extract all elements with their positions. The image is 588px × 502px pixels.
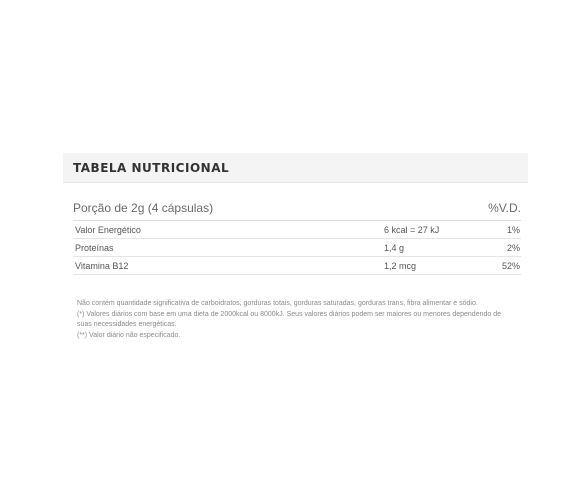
nutrient-amount: 1,2 mcg <box>384 260 417 271</box>
table-row <box>73 257 521 275</box>
table-row <box>73 221 521 239</box>
nutrient-vd: 1% <box>506 224 520 235</box>
nutrient-vd: 52% <box>501 260 520 271</box>
nutrient-amount: 1,4 g <box>384 242 405 253</box>
nutrition-table <box>73 197 521 275</box>
nutrient-amount: 6 kcal = 27 kJ <box>384 224 440 235</box>
nutrient-name: Proteínas <box>75 242 114 253</box>
table-row <box>73 239 521 257</box>
nutrient-vd: 2% <box>506 242 520 253</box>
portion-label: Porção de 2g (4 cápsulas) <box>73 201 214 215</box>
portion-row <box>73 197 521 221</box>
nutrient-name: Vitamina B12 <box>75 260 129 271</box>
footnote: (*) Valores diários com base em uma dieta de 2000kcal ou 8000kJ. Seus valores diários podem ser maiores ou menores dependendo de suas necessidades energéticas. <box>77 310 501 328</box>
nutrient-name: Valor Energético <box>75 224 141 235</box>
nutrition-panel <box>63 153 528 341</box>
vd-header: %V.D. <box>488 201 521 215</box>
footnote: Não contém quantidade significativa de carboidratos, gorduras totais, gorduras saturadas, gorduras trans, fibra alimentar e sódio. <box>77 300 478 307</box>
footnote: (**) Valor diário não especificado. <box>77 331 181 339</box>
panel-header <box>63 153 528 183</box>
panel-title: TABELA NUTRICIONAL <box>73 160 230 175</box>
footnotes <box>77 299 517 341</box>
